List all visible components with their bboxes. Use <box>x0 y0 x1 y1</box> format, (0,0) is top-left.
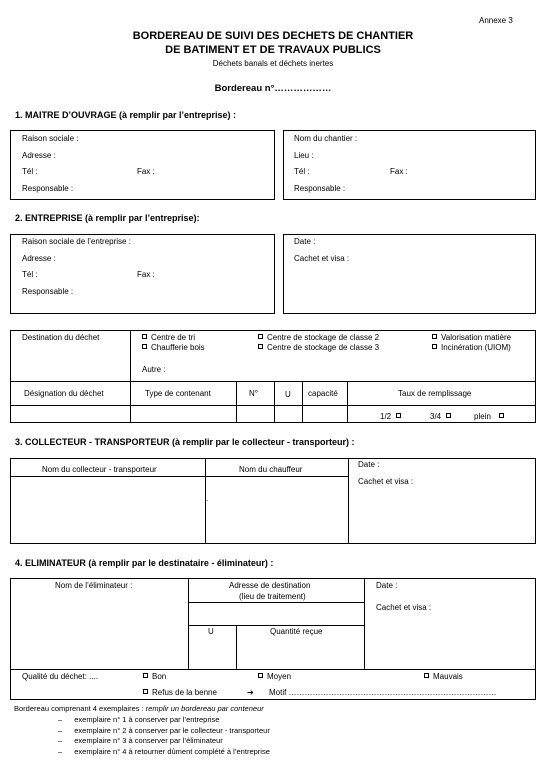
checkbox-icon[interactable] <box>432 334 437 339</box>
eliminateur-date-field[interactable]: Date : <box>376 581 398 590</box>
chantier-fax-field[interactable]: Fax : <box>390 167 408 176</box>
page-title-line2: DE BATIMENT ET DE TRAVAUX PUBLICS <box>165 44 381 56</box>
checkbox-icon[interactable] <box>143 689 148 694</box>
stray-dot: . <box>206 494 209 503</box>
col-designation: Désignation du déchet <box>24 389 104 398</box>
option-valorisation[interactable]: Valorisation matière <box>432 334 511 342</box>
qualite-bon[interactable]: Bon <box>143 673 166 681</box>
adresse-field[interactable]: Adresse : <box>22 151 56 160</box>
page-subtitle: Déchets banals et déchets inertes <box>212 59 334 68</box>
col-type-contenant: Type de contenant <box>145 389 211 398</box>
checkbox-icon[interactable] <box>258 673 263 678</box>
option-chaufferie-bois[interactable]: Chaufferie bois <box>142 344 205 352</box>
autre-field[interactable]: Autre : <box>142 365 166 374</box>
page-title-line1: BORDEREAU DE SUIVI DES DECHETS DE CHANTIER <box>132 30 414 42</box>
refus-benne[interactable]: Refus de la benne <box>143 689 217 697</box>
footer-item-2: – exemplaire n° 2 à conserver par le collecteur - transporteur <box>58 726 270 735</box>
col-taux-remplissage: Taux de remplissage <box>398 389 472 398</box>
col-nom-chauffeur: Nom du chauffeur <box>239 465 303 474</box>
collecteur-cachet-field[interactable]: Cachet et visa : <box>358 477 414 486</box>
checkbox-icon[interactable] <box>258 334 263 339</box>
fax-field[interactable]: Fax : <box>137 167 155 176</box>
entreprise-responsable-field[interactable]: Responsable : <box>22 287 74 296</box>
checkbox-icon[interactable] <box>142 344 147 349</box>
option-centre-tri[interactable]: Centre de tri <box>142 334 195 342</box>
collecteur-date-field[interactable]: Date : <box>358 460 380 469</box>
entreprise-date-field[interactable]: Date : <box>294 237 316 246</box>
eliminateur-cachet-field[interactable]: Cachet et visa : <box>376 603 432 612</box>
fill-plein[interactable]: plein <box>474 413 508 421</box>
footer-item-1: – exemplaire n° 1 à conserver par l’entreprise <box>58 715 220 724</box>
col-unite: U <box>285 390 291 399</box>
lieu-field[interactable]: Lieu : <box>294 151 314 160</box>
qualite-label: Qualité du déchet: .... <box>22 672 99 681</box>
checkbox-icon[interactable] <box>142 334 147 339</box>
entreprise-fax-field[interactable]: Fax : <box>137 270 155 279</box>
footer-item-4: – exemplaire n° 4 à retourner dûment complété à l’entreprise <box>58 747 270 756</box>
tel-field[interactable]: Tél : <box>22 167 38 176</box>
checkbox-icon[interactable] <box>432 344 437 349</box>
annex-label: Annexe 3 <box>479 16 513 25</box>
entreprise-adresse-field[interactable]: Adresse : <box>22 254 56 263</box>
section2-title: 2. ENTREPRISE (à remplir par l’entreprise): <box>15 213 200 223</box>
checkbox-icon[interactable] <box>396 413 401 418</box>
fill-half[interactable]: 1/2 <box>380 413 405 421</box>
checkbox-icon[interactable] <box>143 673 148 678</box>
destination-label: Destination du déchet <box>22 333 100 342</box>
section1-title: 1. MAITRE D’OUVRAGE (à remplir par l’entreprise) : <box>15 110 237 120</box>
qualite-moyen[interactable]: Moyen <box>258 673 291 681</box>
chantier-tel-field[interactable]: Tél : <box>294 167 310 176</box>
checkbox-icon[interactable] <box>424 673 429 678</box>
col-unite-eliminateur: U <box>208 627 214 636</box>
entreprise-cachet-field[interactable]: Cachet et visa : <box>294 254 350 263</box>
responsable-field[interactable]: Responsable : <box>22 184 74 193</box>
chantier-responsable-field[interactable]: Responsable : <box>294 184 346 193</box>
col-nom-eliminateur: Nom de l’éliminateur : <box>55 581 133 590</box>
section3-title: 3. COLLECTEUR - TRANSPORTEUR (à remplir par le collecteur - transporteur) : <box>15 437 355 447</box>
arrow-right-icon: ➔ <box>247 688 254 697</box>
bordereau-number[interactable]: Bordereau n°……………… <box>214 83 332 94</box>
col-lieu-traitement: (lieu de traitement) <box>239 592 306 601</box>
col-nom-collecteur: Nom du collecteur - transporteur <box>42 465 157 474</box>
checkbox-icon[interactable] <box>446 413 451 418</box>
footer-intro: Bordereau comprenant 4 exemplaires : remplir un bordereau par conteneur <box>14 704 264 713</box>
motif-field[interactable]: Motif …………………………………………………………………… <box>269 688 497 697</box>
col-quantite-recue: Quantité reçue <box>270 627 323 636</box>
entreprise-tel-field[interactable]: Tél : <box>22 270 38 279</box>
footer-item-3: – exemplaire n° 3 à conserver par l’éliminateur <box>58 736 223 745</box>
option-stockage-classe2[interactable]: Centre de stockage de classe 2 <box>258 334 379 342</box>
col-adresse-destination: Adresse de destination <box>229 581 311 590</box>
option-stockage-classe3[interactable]: Centre de stockage de classe 3 <box>258 344 379 352</box>
checkbox-icon[interactable] <box>499 413 504 418</box>
fill-three-quarter[interactable]: 3/4 <box>430 413 455 421</box>
col-capacite: capacité <box>308 389 338 398</box>
qualite-mauvais[interactable]: Mauvais <box>424 673 463 681</box>
checkbox-icon[interactable] <box>258 344 263 349</box>
section4-title: 4. ELIMINATEUR (à remplir par le destinataire - éliminateur) : <box>15 558 274 568</box>
col-numero: N° <box>249 389 258 398</box>
option-incineration[interactable]: Incinération (UIOM) <box>432 344 511 352</box>
raison-sociale-field[interactable]: Raison sociale : <box>22 134 79 143</box>
entreprise-right-box <box>283 234 536 314</box>
entreprise-raison-sociale-field[interactable]: Raison sociale de l’entreprise : <box>22 237 131 246</box>
nom-chantier-field[interactable]: Nom du chantier : <box>294 134 358 143</box>
